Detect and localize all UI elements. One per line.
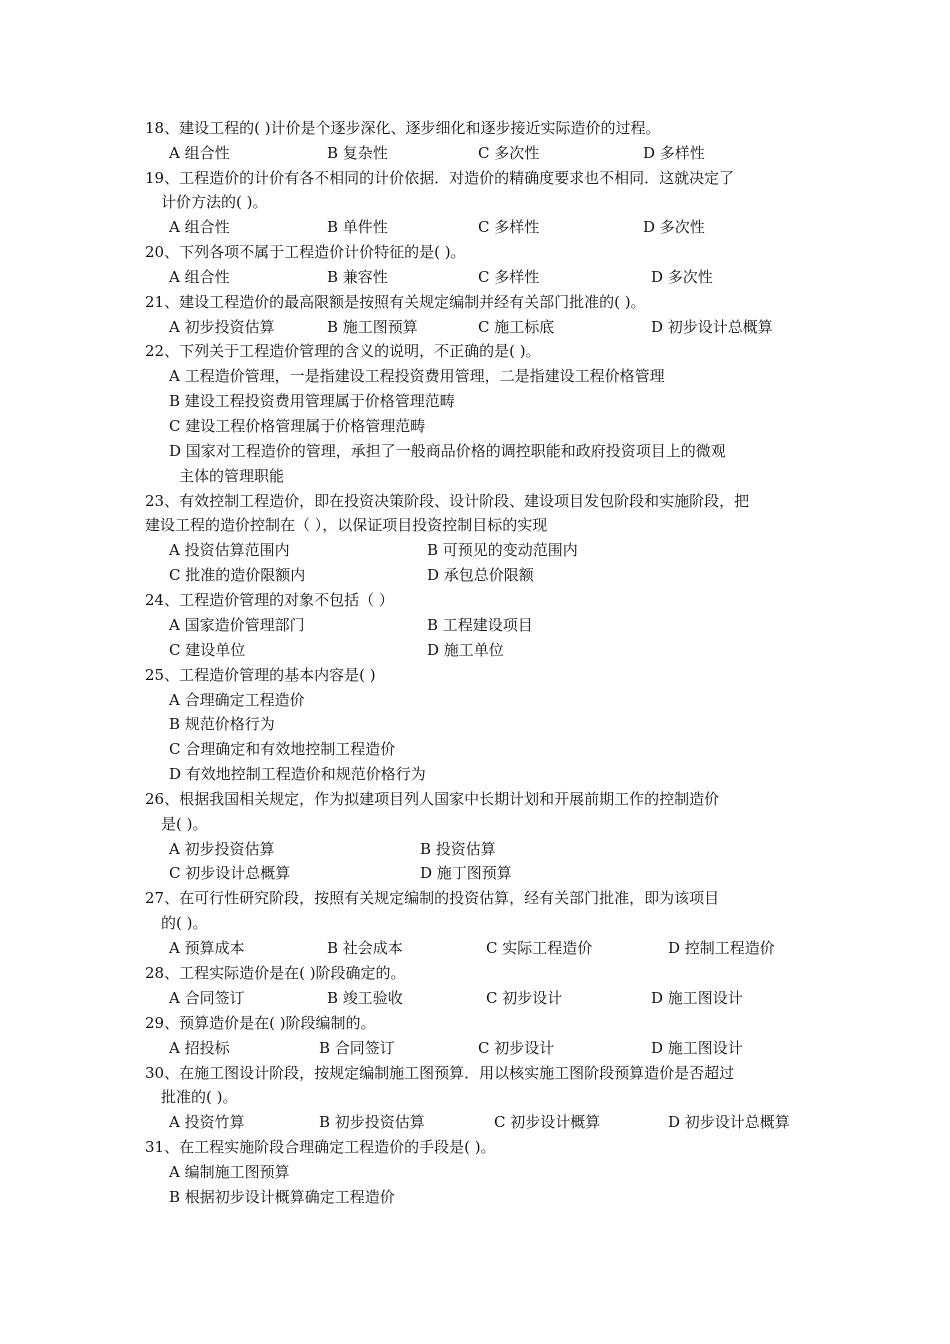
question-30-option-c: C 初步设计概算 [494,1113,601,1131]
question-23-option-b: B 可预见的变动范围内 [427,541,578,559]
question-28-option-c: C 初步设计 [486,989,563,1007]
question-23-option-d: D 承包总价限额 [427,566,534,584]
question-20-option-b: B 兼容性 [327,268,388,286]
question-18-stem: 18、建设工程的( )计价是个逐步深化、逐步细化和逐步接近实际造价的过程。 [145,119,661,137]
question-18-option-d: D 多样性 [643,144,705,162]
question-31-stem: 31、在工程实施阶段合理确定工程造价的手段是( )。 [145,1138,496,1156]
question-23-stem: 23、有效控制工程造价，即在投资决策阶段、设计阶段、建设项目发包阶段和实施阶段，把 [145,492,750,510]
question-27-stem-cont: 的( )。 [161,914,208,932]
question-25-option-c: C 合理确定和有效地控制工程造价 [169,740,396,758]
question-19-stem: 19、工程造价的计价有各不相同的计价依据．对造价的精确度要求也不相同．这就决定了 [145,169,735,187]
question-28-option-d: D 施工图设计 [651,989,743,1007]
question-20-stem: 20、下列各项不属于工程造价计价特征的是( )。 [145,243,466,261]
question-27-option-b: B 社会成本 [327,939,403,957]
question-21-option-a: A 初步投资估算 [169,318,275,336]
question-25-option-b: B 规范价格行为 [169,715,275,733]
question-22-option-b: B 建设工程投资费用管理属于价格管理范畴 [169,392,455,410]
question-22-option-c: C 建设工程价格管理属于价格管理范畴 [169,417,426,435]
question-26-option-d: D 施丁图预算 [420,864,512,882]
question-30-stem-cont: 批准的( )。 [161,1088,238,1106]
question-25-option-d: D 有效地控制工程造价和规范价格行为 [169,765,426,783]
question-28-option-b: B 竣工验收 [327,989,403,1007]
question-29-option-a: A 招投标 [169,1039,230,1057]
question-26-option-b: B 投资估算 [420,840,496,858]
question-26-option-a: A 初步投资估算 [169,840,275,858]
question-30-option-b: B 初步投资估算 [319,1113,425,1131]
question-22-option-d-cont: 主体的管理职能 [179,467,285,485]
question-24-option-c: C 建设单位 [169,641,246,659]
question-29-option-d: D 施工图设计 [651,1039,743,1057]
question-27-stem: 27、在可行性研究阶段，按照有关规定编制的投资估算，经有关部门批准，即为该项目 [145,889,720,907]
question-23-stem-cont: 建设工程的造价控制在（ ），以保证项目投资控制目标的实现 [145,516,548,534]
question-30-option-a: A 投资竹算 [169,1113,245,1131]
question-18-option-a: A 组合性 [169,144,230,162]
question-24-stem: 24、工程造价管理的对象不包括（ ） [145,591,394,609]
question-24-option-d: D 施工单位 [427,641,504,659]
question-19-stem-cont: 计价方法的( )。 [161,193,268,211]
question-31-option-b: B 根据初步设计概算确定工程造价 [169,1188,395,1206]
question-26-stem: 26、根据我国相关规定，作为拟建项目列人国家中长期计划和开展前期工作的控制造价 [145,790,720,808]
question-26-stem-cont: 是( )。 [161,815,208,833]
question-29-option-b: B 合同签订 [319,1039,395,1057]
question-19-option-c: C 多样性 [478,218,540,236]
question-26-option-c: C 初步设计总概算 [169,864,291,882]
question-24-option-a: A 国家造价管理部门 [169,616,305,634]
question-24-option-b: B 工程建设项目 [427,616,533,634]
question-23-option-a: A 投资估算范围内 [169,541,290,559]
question-19-option-b: B 单件性 [327,218,388,236]
question-30-option-d: D 初步设计总概算 [668,1113,790,1131]
question-23-option-c: C 批准的造价限额内 [169,566,306,584]
question-25-stem: 25、工程造价管理的基本内容是( ) [145,666,376,684]
question-19-option-d: D 多次性 [643,218,705,236]
question-20-option-a: A 组合性 [169,268,230,286]
question-19-option-a: A 组合性 [169,218,230,236]
question-27-option-a: A 预算成本 [169,939,245,957]
question-30-stem: 30、在施工图设计阶段，按规定编制施工图预算．用以核实施工图阶段预算造价是否超过 [145,1064,735,1082]
question-21-option-d: D 初步设计总概算 [651,318,773,336]
question-22-option-a: A 工程造价管理，一是指建设工程投资费用管理，二是指建设工程价格管理 [169,367,665,385]
question-31-option-a: A 编制施工图预算 [169,1163,290,1181]
question-27-option-d: D 控制工程造价 [668,939,775,957]
question-29-option-c: C 初步设计 [478,1039,555,1057]
question-21-stem: 21、建设工程造价的最高限额是按照有关规定编制并经有关部门批准的( )。 [145,293,646,311]
question-28-stem: 28、工程实际造价是在( )阶段确定的。 [145,964,406,982]
question-21-option-b: B 施工图预算 [327,318,418,336]
question-20-option-c: C 多样性 [478,268,540,286]
question-21-option-c: C 施工标底 [478,318,555,336]
question-29-stem: 29、预算造价是在( )阶段编制的。 [145,1014,376,1032]
question-22-option-d: D 国家对工程造价的管理，承担了一般商品价格的调控职能和政府投资项目上的微观 [169,442,726,460]
question-25-option-a: A 合理确定工程造价 [169,691,305,709]
question-27-option-c: C 实际工程造价 [486,939,593,957]
question-20-option-d: D 多次性 [651,268,713,286]
question-28-option-a: A 合同签订 [169,989,245,1007]
question-22-stem: 22、下列关于工程造价管理的含义的说明，不正确的是( )。 [145,342,541,360]
question-18-option-b: B 复杂性 [327,144,388,162]
question-18-option-c: C 多次性 [478,144,540,162]
